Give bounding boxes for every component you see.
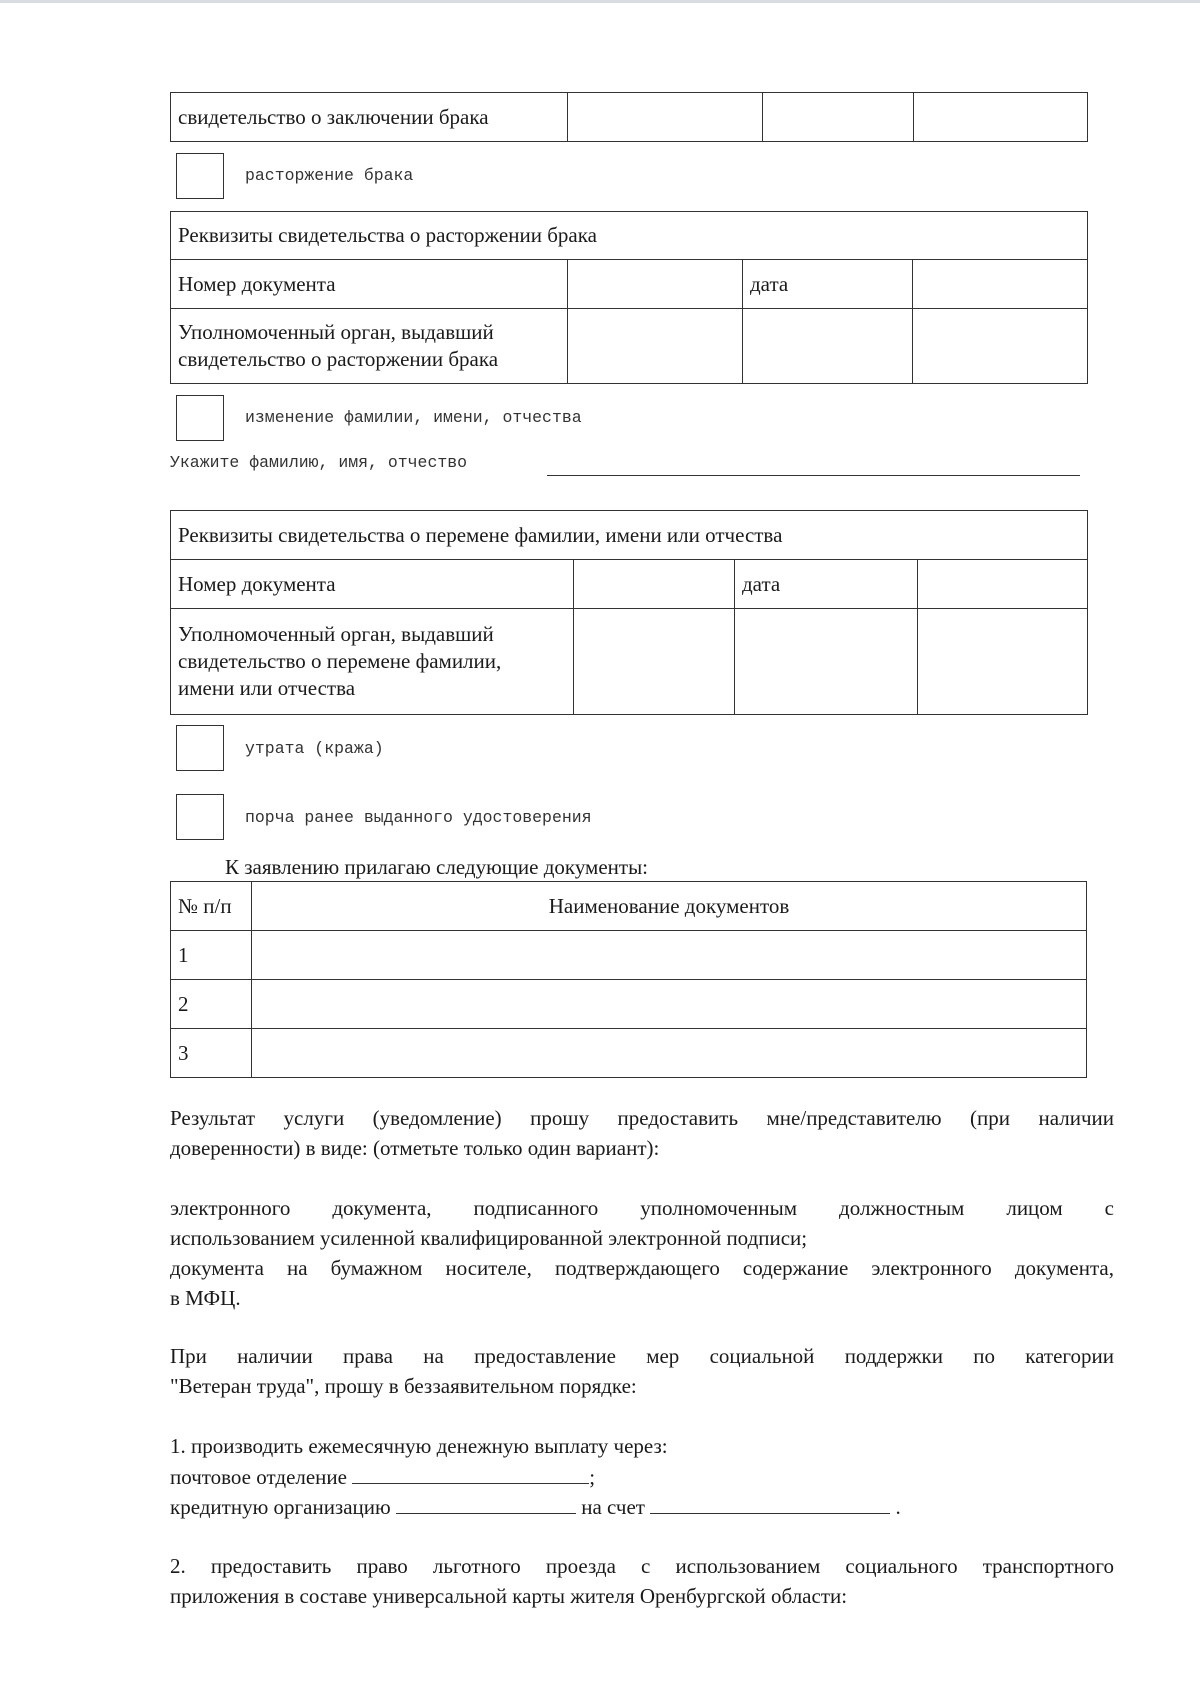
divorce-authority-field-3[interactable] bbox=[913, 309, 1088, 384]
divorce-doc-number-label: Номер документа bbox=[171, 260, 568, 309]
loss-checkbox-label: утрата (кража) bbox=[245, 739, 384, 758]
name-change-input-line[interactable] bbox=[547, 475, 1080, 476]
attachments-row-name-field[interactable] bbox=[252, 1029, 1087, 1078]
name-change-authority-field-1[interactable] bbox=[574, 609, 735, 715]
attachments-col-number: № п/п bbox=[171, 882, 252, 931]
payment-post-office-end: ; bbox=[589, 1465, 596, 1489]
divorce-doc-number-field[interactable] bbox=[568, 260, 743, 309]
name-change-checkbox-label: изменение фамилии, имени, отчества bbox=[245, 408, 582, 427]
attachments-intro: К заявлению прилагаю следующие документы: bbox=[225, 855, 649, 879]
attachments-row-name-field[interactable] bbox=[252, 980, 1087, 1029]
marriage-table bbox=[170, 92, 1088, 142]
payment-credit-row bbox=[170, 1491, 901, 1522]
marriage-field-2[interactable] bbox=[763, 93, 914, 142]
marriage-label: свидетельство о заключении брака bbox=[171, 93, 568, 142]
divorce-date-field[interactable] bbox=[913, 260, 1088, 309]
attachments-row-number: 1 bbox=[171, 931, 252, 980]
result-option2-line2: в МФЦ. bbox=[170, 1286, 241, 1310]
attachments-row bbox=[171, 931, 1087, 980]
veteran-line1: При наличии права на предоставление мер социальной поддержки по категории bbox=[170, 1344, 1114, 1368]
divorce-authority-label bbox=[171, 309, 568, 384]
attachments-row bbox=[171, 980, 1087, 1029]
name-change-doc-number-label: Номер документа bbox=[171, 560, 574, 609]
damage-checkbox-label: порча ранее выданного удостоверения bbox=[245, 808, 592, 827]
divorce-authority-line1: Уполномоченный орган, выдавший bbox=[178, 320, 494, 344]
name-change-checkbox[interactable] bbox=[176, 395, 224, 441]
damage-checkbox[interactable] bbox=[176, 794, 224, 840]
attachments-table bbox=[170, 881, 1087, 1078]
travel-line1: 2. предоставить право льготного проезда с использованием социального транспортного bbox=[170, 1554, 1114, 1578]
name-change-authority-line1: Уполномоченный орган, выдавший bbox=[178, 622, 494, 646]
credit-org-input-line[interactable] bbox=[396, 1491, 576, 1514]
loss-checkbox[interactable] bbox=[176, 725, 224, 771]
payment-item1: 1. производить ежемесячную денежную выплату через: bbox=[170, 1434, 668, 1458]
name-change-authority-label bbox=[171, 609, 574, 715]
name-change-authority-field-2[interactable] bbox=[735, 609, 918, 715]
account-input-line[interactable] bbox=[650, 1491, 890, 1514]
divorce-date-label: дата bbox=[743, 260, 913, 309]
name-change-table-title: Реквизиты свидетельства о перемене фамилии, имени или отчества bbox=[171, 511, 1088, 560]
name-change-authority-line3: имени или отчества bbox=[178, 676, 356, 700]
post-office-input-line[interactable] bbox=[352, 1461, 589, 1484]
scan-edge bbox=[0, 0, 1200, 3]
result-option1-line2: использованием усиленной квалифицированной электронной подписи; bbox=[170, 1226, 808, 1250]
divorce-authority-field-2[interactable] bbox=[743, 309, 913, 384]
payment-post-office-label: почтовое отделение bbox=[170, 1465, 347, 1489]
payment-credit-org-label: кредитную организацию bbox=[170, 1495, 391, 1519]
attachments-row-name-field[interactable] bbox=[252, 931, 1087, 980]
divorce-authority-line2: свидетельство о расторжении брака bbox=[178, 347, 499, 371]
attachments-col-name: Наименование документов bbox=[252, 882, 1087, 931]
result-para1-line2: доверенности) в виде: (отметьте только один вариант): bbox=[170, 1136, 660, 1160]
name-change-authority-field-3[interactable] bbox=[918, 609, 1088, 715]
name-change-prompt: Укажите фамилию, имя, отчество bbox=[170, 453, 468, 472]
attachments-row bbox=[171, 1029, 1087, 1078]
name-change-doc-number-field[interactable] bbox=[574, 560, 735, 609]
divorce-checkbox-label: расторжение брака bbox=[245, 166, 414, 185]
marriage-field-3[interactable] bbox=[914, 93, 1088, 142]
payment-account-label: на счет bbox=[581, 1495, 645, 1519]
result-para1-line1: Результат услуги (уведомление) прошу предоставить мне/представителю (при наличии bbox=[170, 1106, 1114, 1130]
divorce-checkbox[interactable] bbox=[176, 153, 224, 199]
payment-post-office-row bbox=[170, 1461, 595, 1492]
name-change-date-label: дата bbox=[735, 560, 918, 609]
name-change-date-field[interactable] bbox=[918, 560, 1088, 609]
payment-account-end: . bbox=[895, 1495, 901, 1519]
divorce-table bbox=[170, 211, 1088, 384]
name-change-authority-line2: свидетельство о перемене фамилии, bbox=[178, 649, 502, 673]
marriage-field-1[interactable] bbox=[568, 93, 763, 142]
attachments-row-number: 3 bbox=[171, 1029, 252, 1078]
travel-line2: приложения в составе универсальной карты жителя Оренбургской области: bbox=[170, 1584, 848, 1608]
attachments-row-number: 2 bbox=[171, 980, 252, 1029]
result-option1-line1: электронного документа, подписанного уполномоченным должностным лицом с bbox=[170, 1196, 1114, 1220]
veteran-line2: "Ветеран труда", прошу в беззаявительном порядке: bbox=[170, 1374, 637, 1398]
divorce-table-title: Реквизиты свидетельства о расторжении брака bbox=[171, 212, 1088, 260]
divorce-authority-field-1[interactable] bbox=[568, 309, 743, 384]
result-option2-line1: документа на бумажном носителе, подтверждающего содержание электронного документа, bbox=[170, 1256, 1114, 1280]
name-change-table bbox=[170, 510, 1088, 715]
